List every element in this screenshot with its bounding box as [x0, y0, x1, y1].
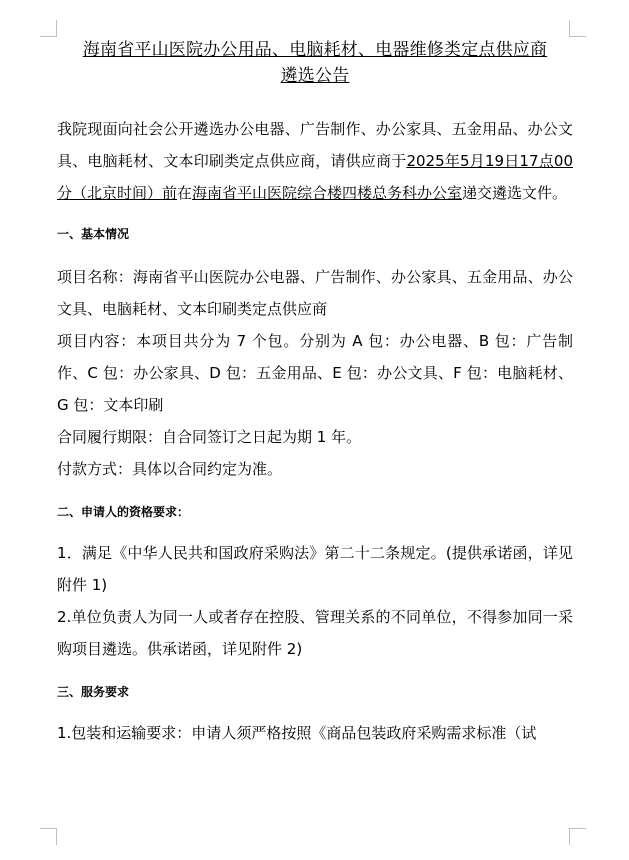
project-name: 项目名称：海南省平山医院办公电器、广告制作、办公家具、五金用品、办公文具、电脑耗材、文本印刷类定点供应商	[57, 268, 573, 318]
intro-location: 海南省平山医院综合楼四楼总务科办公室	[192, 184, 463, 202]
section-1-heading: 一、基本情况	[57, 227, 130, 241]
page-corner-mark-top-right	[569, 20, 586, 37]
qualification-item-2: 2.单位负责人为同一人或者存在控股、管理关系的不同单位，不得参加同一采购项目遴选。供承诺函，详见附件 2)	[57, 608, 573, 658]
title-line-2: 遴选公告	[280, 66, 350, 86]
intro-deadline: 2025年5月19日17点00分（北京时间）前	[57, 152, 573, 202]
service-item-1: 1.包装和运输要求：申请人须严格按照《商品包装政府采购需求标准（试	[57, 724, 537, 742]
intro-text-after: 递交遴选文件。	[462, 184, 568, 202]
section-2-heading: 二、申请人的资格要求：	[57, 505, 190, 519]
page-corner-mark-bottom-right	[569, 828, 586, 845]
intro-text-middle: 在	[177, 184, 193, 202]
payment-method: 付款方式：具体以合同约定为准。	[57, 460, 283, 478]
page-corner-mark-bottom-left	[40, 828, 57, 845]
page-corner-mark-top-left	[40, 20, 57, 37]
project-content: 项目内容：本项目共分为 7 个包。分别为 A 包：办公电器、B 包：广告制作、C 包：办公家具、D 包：五金用品、E 包：办公文具、F 包：电脑耗材、G 包：文本印刷	[57, 332, 573, 414]
document-page	[57, 37, 573, 749]
title-line-1: 海南省平山医院办公用品、电脑耗材、电器维修类定点供应商	[82, 40, 548, 60]
contract-term: 合同履行期限：自合同签订之日起为期 1 年。	[57, 428, 362, 446]
document-title	[57, 37, 573, 89]
qualification-item-1: 1．满足《中华人民共和国政府采购法》第二十二条规定。(提供承诺函，详见附件 1)	[57, 544, 573, 594]
intro-paragraph	[57, 113, 573, 209]
section-3-heading: 三、服务要求	[57, 685, 130, 699]
intro-text-before: 我院现面向社会公开遴选办公电器、广告制作、办公家具、五金用品、办公文具、电脑耗材、文本印刷类定点供应商，请供应商于	[57, 120, 573, 170]
